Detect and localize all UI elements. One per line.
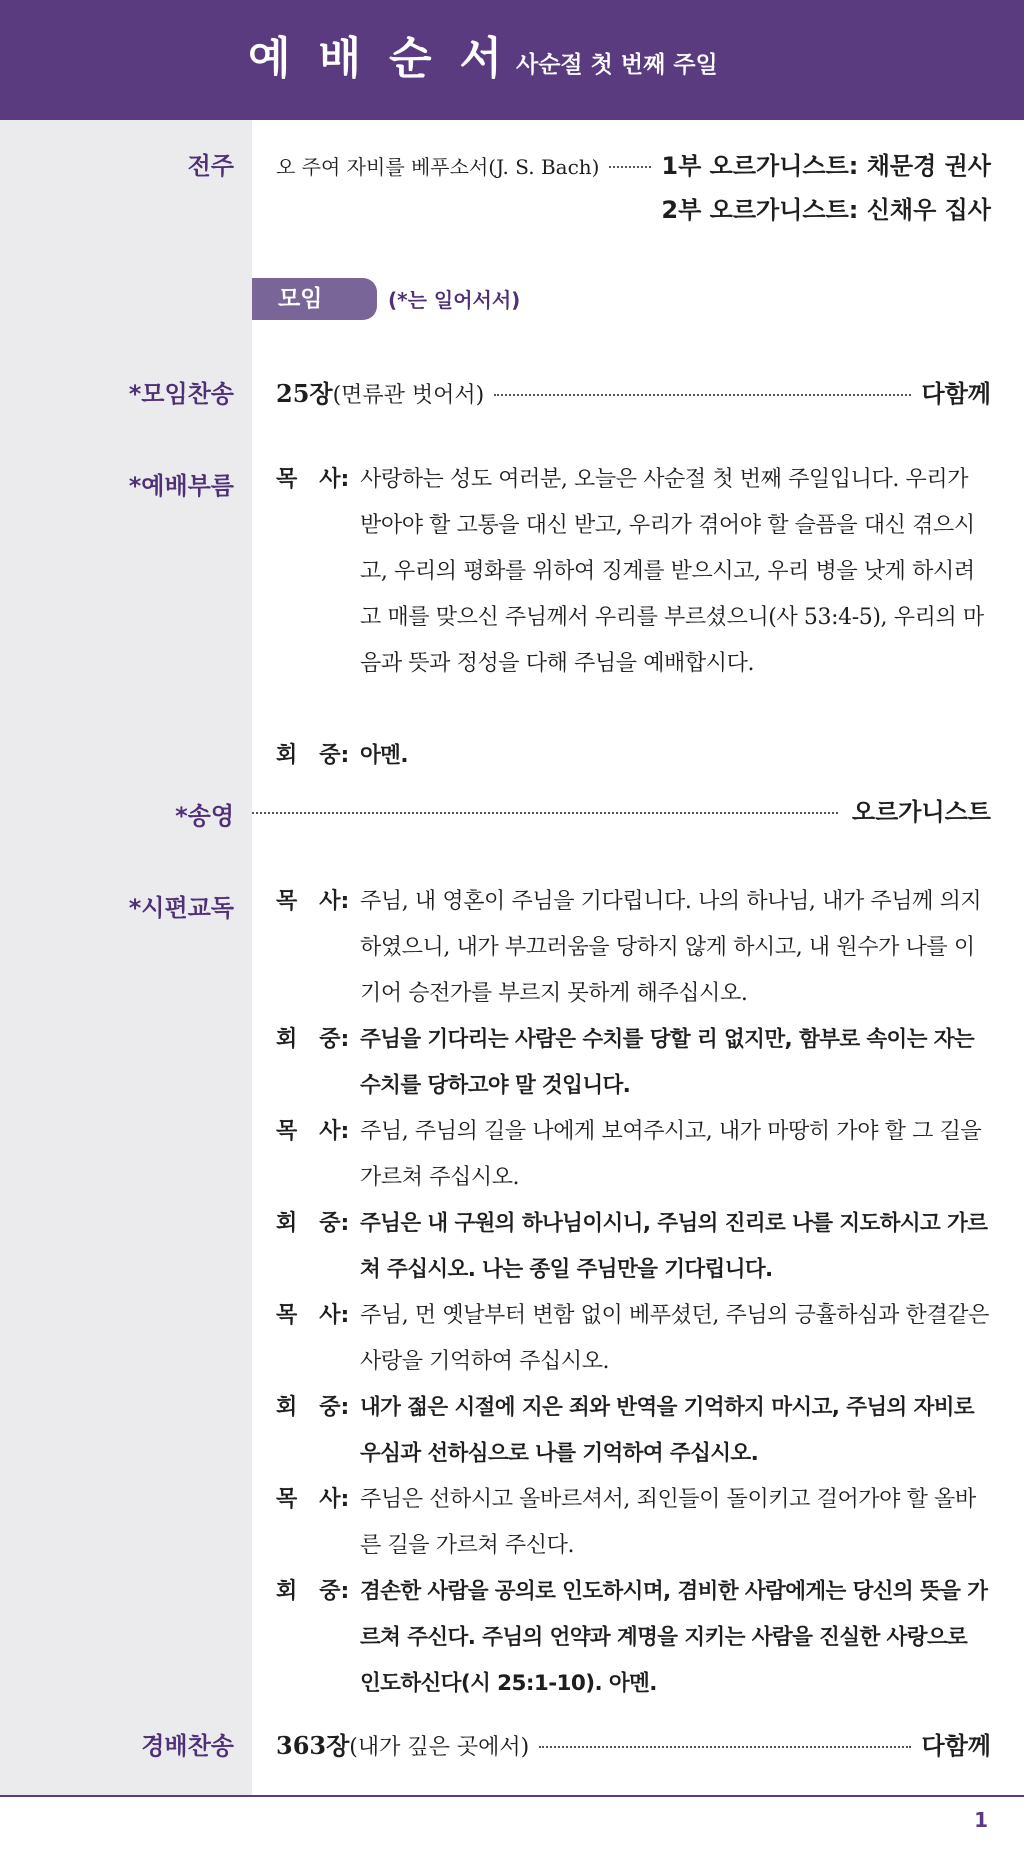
speaker-label: 목 사: <box>276 1487 350 1512</box>
opening-hymn-line <box>276 374 991 409</box>
header-bar <box>0 0 1024 120</box>
pastor-text: 주님, 주님의 길을 나에게 보여주시고, 내가 마땅히 가야 할 그 길을 가르쳐 주십시오. <box>360 1119 982 1190</box>
psalm-dialogue-4 <box>276 1201 991 1293</box>
opening-hymn-by: 다함께 <box>921 380 991 408</box>
opening-hymn-title: (면류관 벗어서) <box>332 383 485 408</box>
page-title: 예배순서 <box>248 33 531 84</box>
prelude-organist-2: 2부 오르가니스트: 신채우 집사 <box>661 196 991 224</box>
psalm-dialogue-6 <box>276 1385 991 1477</box>
worship-hymn-by: 다함께 <box>921 1732 991 1760</box>
label-opening-hymn: *모임찬송 <box>128 380 234 408</box>
prelude-line <box>276 146 991 181</box>
speaker-label: 목 사: <box>276 467 350 492</box>
doxology-by: 오르가니스트 <box>851 798 991 826</box>
psalm-dialogue-5 <box>276 1293 991 1385</box>
pastor-text: 주님, 내 영혼이 주님을 기다립니다. 나의 하나님, 내가 주님께 의지하였으니, 내가 부끄러움을 당하지 않게 하시고, 내 원수가 나를 이기어 승전가를 부르지 못하게 해주십시오. <box>360 889 982 1006</box>
pastor-text: 주님, 먼 옛날부터 변함 없이 베푸셨던, 주님의 긍휼하심과 한결같은 사랑을 기억하여 주십시오. <box>360 1303 989 1374</box>
speaker-label: 목 사: <box>276 1119 350 1144</box>
label-call-to-worship: *예배부름 <box>128 472 234 500</box>
section-tab: 모임 <box>252 278 377 320</box>
page-subtitle: 사순절 첫 번째 주일 <box>516 52 718 78</box>
worship-hymn-number: 363장 <box>276 1731 350 1760</box>
doxology-line <box>252 792 991 827</box>
pastor-text: 사랑하는 성도 여러분, 오늘은 사순절 첫 번째 주일입니다. 우리가 받아야 할 고통을 대신 받고, 우리가 겪어야 할 슬픔을 대신 겪으시고, 우리의 평화를 위하여 징계를 받으시고, 우리 병을 낫게 하시려고 매를 맞으신 주님께서 우리를 부르셨으니(사 53:4-5), 우리의 마음과 뜻과 정성을 다해 주님을 예배합시다. <box>360 467 984 676</box>
page-number: 1 <box>974 1808 988 1832</box>
speaker-label: 회 중: <box>276 1579 350 1604</box>
psalm-dialogue-2 <box>276 1017 991 1109</box>
section-note: (*는 일어서서) <box>388 288 521 312</box>
label-doxology: *송영 <box>175 802 234 830</box>
congregation-text: 주님을 기다리는 사람은 수치를 당할 리 없지만, 함부로 속이는 자는 수치를 당하고야 말 것입니다. <box>360 1027 975 1098</box>
leader-dots <box>609 166 651 168</box>
call-dialogue-2 <box>276 733 991 779</box>
leader-dots <box>539 1746 911 1748</box>
leader-dots <box>252 812 838 814</box>
speaker-label: 회 중: <box>276 743 350 768</box>
label-psalm-reading: *시편교독 <box>128 894 234 922</box>
psalm-dialogue-3 <box>276 1109 991 1201</box>
psalm-dialogue-7 <box>276 1477 991 1569</box>
congregation-text: 내가 젊은 시절에 지은 죄와 반역을 기억하지 마시고, 주님의 자비로우심과 선하심으로 나를 기억하여 주십시오. <box>360 1395 975 1466</box>
leader-dots <box>494 394 911 396</box>
speaker-label: 목 사: <box>276 1303 350 1328</box>
speaker-label: 회 중: <box>276 1395 350 1420</box>
label-prelude: 전주 <box>187 152 234 180</box>
prelude-piece: 오 주여 자비를 베푸소서(J. S. Bach) <box>276 155 600 179</box>
label-worship-hymn: 경배찬송 <box>141 1732 234 1760</box>
opening-hymn-number: 25장 <box>276 379 333 408</box>
speaker-label: 목 사: <box>276 889 350 914</box>
worship-hymn-title: (내가 깊은 곳에서) <box>349 1735 530 1760</box>
congregation-text: 아멘. <box>360 743 408 768</box>
psalm-dialogue-8 <box>276 1569 991 1707</box>
psalm-dialogue-1 <box>276 879 991 1017</box>
call-dialogue-1 <box>276 457 991 687</box>
congregation-text: 겸손한 사람을 공의로 인도하시며, 겸비한 사람에게는 당신의 뜻을 가르쳐 주신다. 주님의 언약과 계명을 지키는 사람을 진실한 사랑으로 인도하신다(시 25:1-10). 아멘. <box>360 1579 988 1696</box>
label-column <box>0 120 252 1795</box>
worship-hymn-line <box>276 1726 991 1761</box>
speaker-label: 회 중: <box>276 1027 350 1052</box>
footer-rule <box>0 1795 1024 1797</box>
prelude-organist-1: 1부 오르가니스트: 채문경 권사 <box>661 152 991 180</box>
pastor-text: 주님은 선하시고 올바르셔서, 죄인들이 돌이키고 걸어가야 할 올바른 길을 가르쳐 주신다. <box>360 1487 976 1558</box>
speaker-label: 회 중: <box>276 1211 350 1236</box>
congregation-text: 주님은 내 구원의 하나님이시니, 주님의 진리로 나를 지도하시고 가르쳐 주십시오. 나는 종일 주님만을 기다립니다. <box>360 1211 988 1282</box>
